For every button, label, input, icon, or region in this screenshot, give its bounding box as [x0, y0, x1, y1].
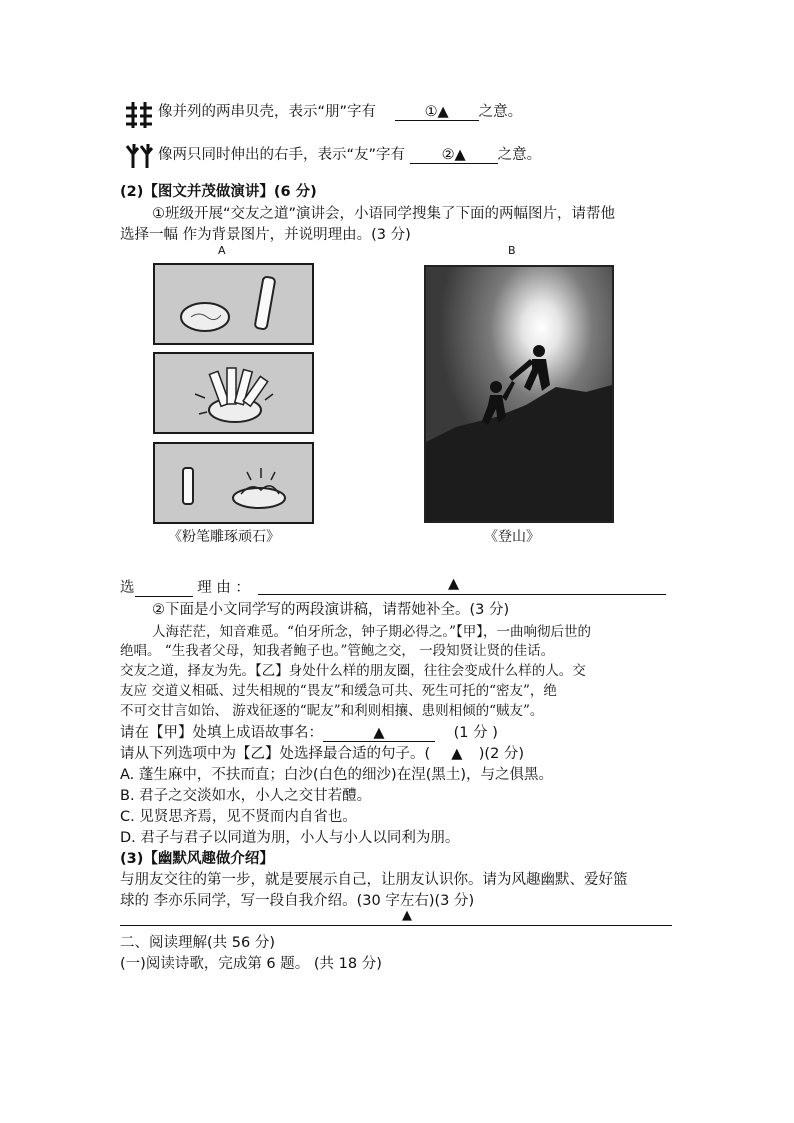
ancient-you-glyph-icon: [124, 140, 154, 170]
yi-answer-blank[interactable]: ▲: [451, 746, 463, 762]
reason-answer-line[interactable]: [258, 594, 666, 595]
you-tail: 之意。: [497, 147, 542, 163]
picture-b-label: B: [508, 244, 516, 257]
picture-a-label: A: [218, 244, 226, 257]
yi-line: [120, 742, 524, 763]
peng-answer-blank[interactable]: ①▲: [395, 104, 479, 121]
q2-1-line2: 选择一幅 作为背景图片，并说明理由。(3 分): [120, 227, 411, 243]
picture-b[interactable]: [424, 265, 614, 523]
option-d[interactable]: D. 君子与君子以同道为朋，小人与小人以同利为朋。: [120, 830, 460, 846]
speech-line-1: 人海茫茫，知音难觅。“伯牙所念，钟子期必得之。”【甲】，一曲响彻后世的: [152, 624, 592, 640]
select-reason-label: 理 由 ：: [197, 580, 250, 596]
speech-line-3: 交友之道，择友为先。【乙】身处什么样的朋友圈，往往会变成什么样的人。交: [120, 663, 586, 679]
q2-title: (2)【图文并茂做演讲】(6 分): [120, 184, 317, 200]
jia-answer-blank[interactable]: ▲: [323, 725, 435, 742]
option-c[interactable]: C. 见贤思齐焉，见不贤而内自省也。: [120, 809, 357, 825]
option-a[interactable]: A. 蓬生麻中，不扶而直；白沙(白色的细沙)在涅(黑土)，与之俱黑。: [120, 767, 554, 783]
speech-line-5: 不可交甘言如饴、 游戏征逐的“昵友”和利则相攘、患则相倾的“贼友”。: [120, 703, 544, 719]
q3-answer-line[interactable]: [120, 925, 672, 926]
q2-1-line1: ①班级开展“交友之道”演讲会，小语同学搜集了下面的两幅图片，请帮他: [152, 206, 616, 222]
yi-prompt: 请从下列选项中为【乙】处选择最合适的句子。(: [120, 746, 431, 762]
short-chalk-and-carved-stone-icon: [155, 444, 312, 522]
peng-tail: 之意。: [478, 104, 523, 120]
jia-score: (1 分 ): [453, 725, 498, 741]
peng-text: 像并列的两串贝壳，表示“朋”字有: [158, 104, 377, 120]
picture-a-caption: 《粉笔雕琢顽石》: [168, 529, 280, 545]
q3-line2: 球的 李亦乐同学，写一段自我介绍。(30 字左右)(3 分): [120, 893, 475, 909]
select-picture-blank[interactable]: [135, 580, 193, 597]
picture-a-panel-1: [153, 263, 314, 345]
picture-b-caption: 《登山》: [484, 529, 540, 545]
jia-line: [120, 721, 498, 742]
reason-answer-mark: ▲: [448, 576, 460, 592]
you-answer-blank[interactable]: ②▲: [410, 147, 498, 164]
you-line: [158, 143, 541, 164]
section-2-1-title: (一)阅读诗歌，完成第 6 题。 (共 18 分): [120, 956, 382, 972]
option-b[interactable]: B. 君子之交淡如水，小人之交甘若醴。: [120, 788, 372, 804]
climbers-helping-silhouette-icon: [426, 267, 612, 521]
picture-a-panel-2: [153, 352, 314, 434]
picture-a-panel-3: [153, 442, 314, 524]
select-prefix: 选: [120, 580, 135, 596]
q3-answer-mark: ▲: [402, 908, 412, 923]
yi-score: )(2 分): [478, 746, 525, 762]
ancient-peng-glyph-icon: [124, 100, 154, 130]
stone-and-chalk-icon: [155, 265, 312, 343]
q3-title: (3)【幽默风趣做介绍】: [120, 851, 274, 867]
speech-line-2: 绝唱。 “生我者父母，知我者鲍子也。”管鲍之交， 一段知贤让贤的佳话。: [120, 643, 555, 659]
q3-line1: 与朋友交往的第一步，就是要展示自己，让朋友认识你。请为风趣幽默、爱好篮: [120, 872, 628, 888]
jia-prompt: 请在【甲】处填上成语故事名：: [120, 725, 323, 741]
q2-2-prompt: ②下面是小文同学写的两段演讲稿，请帮她补全。(3 分): [152, 602, 510, 618]
you-text: 像两只同时伸出的右手，表示“友”字有: [158, 147, 406, 163]
chalk-breaking-on-stone-icon: [155, 354, 312, 432]
select-line: [120, 576, 250, 597]
section-2-title: 二、阅读理解(共 56 分): [120, 935, 275, 951]
speech-line-4: 友应 交道义相砥、过失相规的“畏友”和缓急可共、死生可托的“密友”，绝: [120, 683, 557, 699]
peng-line: [158, 100, 522, 121]
